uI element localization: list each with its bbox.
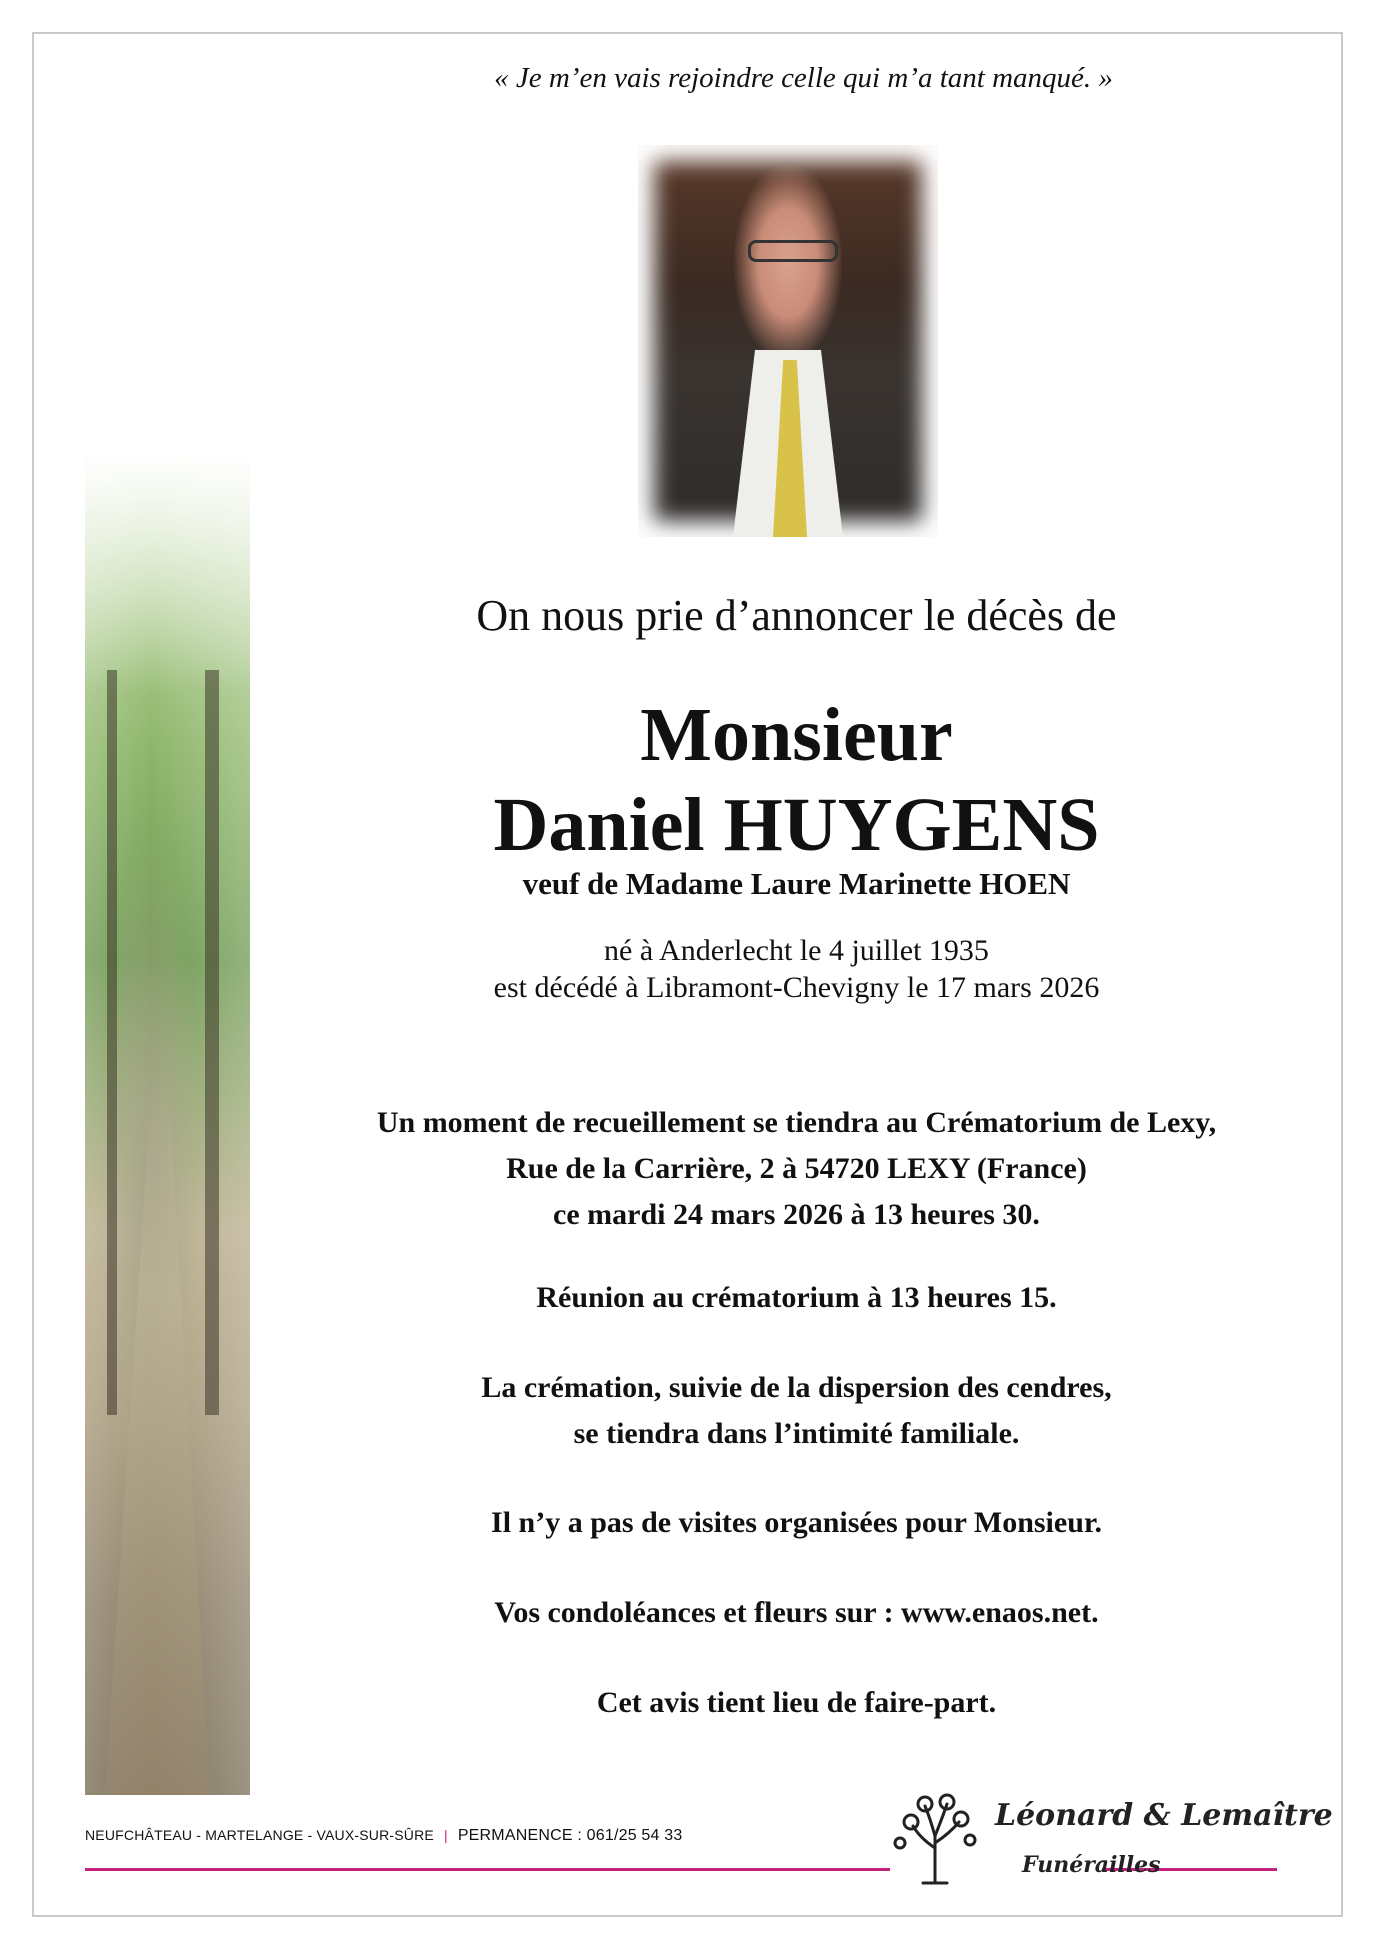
ceremony-details [250, 1100, 1343, 1238]
birth-line: né à Anderlecht le 4 juillet 1935 [604, 934, 989, 967]
notice-line: Cet avis tient lieu de faire-part. [596, 1686, 997, 1719]
brand-subtitle: Funérailles [1022, 1852, 1161, 1878]
ceremony-line-2: Rue de la Carrière, 2 à 54720 LEXY (France) [506, 1152, 1087, 1185]
forest-path-image [85, 450, 250, 1795]
tree-trunk [107, 670, 117, 1415]
cremation-details [250, 1365, 1343, 1457]
widow-of-line: veuf de Madame Laure Marinette HOEN [522, 866, 1071, 901]
visits-line: Il n’y a pas de visites organisées pour Monsieur. [491, 1506, 1102, 1539]
life-dates [250, 932, 1343, 1006]
ceremony-line-1: Un moment de recueillement se tiendra au Crématorium de Lexy, [376, 1106, 1217, 1139]
tree-trunk [205, 670, 219, 1415]
cremation-line-2: se tiendra dans l’intimité familiale. [573, 1417, 1020, 1450]
portrait-glasses [748, 240, 838, 262]
announcement-text: On nous prie d’annoncer le décès de [476, 591, 1117, 640]
deceased-name: Daniel HUYGENS [493, 783, 1100, 867]
death-line: est décédé à Libramont-Chevigny le 17 mars 2026 [493, 971, 1100, 1004]
epigraph-quote: « Je m’en vais rejoindre celle qui m’a tant manqué. » [494, 62, 1113, 94]
forest-path [105, 1075, 210, 1795]
deceased-title [250, 690, 1343, 870]
ceremony-line-3: ce mardi 24 mars 2026 à 13 heures 30. [553, 1198, 1040, 1231]
cremation-line-1: La crémation, suivie de la dispersion des cendres, [481, 1371, 1112, 1404]
portrait-photo [638, 145, 938, 537]
brand-name: Léonard & Lemaître [995, 1798, 1333, 1833]
footer-permanence: PERMANENCE : 061/25 54 33 [457, 1827, 683, 1844]
footer-rule-left [85, 1868, 890, 1871]
condolences-line: Vos condoléances et fleurs sur : www.enaos.net. [494, 1596, 1099, 1629]
honorific: Monsieur [640, 693, 953, 777]
footer-locations: NEUFCHÂTEAU - MARTELANGE - VAUX-SUR-SÛRE [85, 1827, 434, 1843]
footer-contact [85, 1827, 682, 1845]
footer-separator: | [443, 1827, 448, 1843]
meeting-line: Réunion au crématorium à 13 heures 15. [536, 1281, 1057, 1314]
tree-logo-icon [885, 1788, 985, 1888]
